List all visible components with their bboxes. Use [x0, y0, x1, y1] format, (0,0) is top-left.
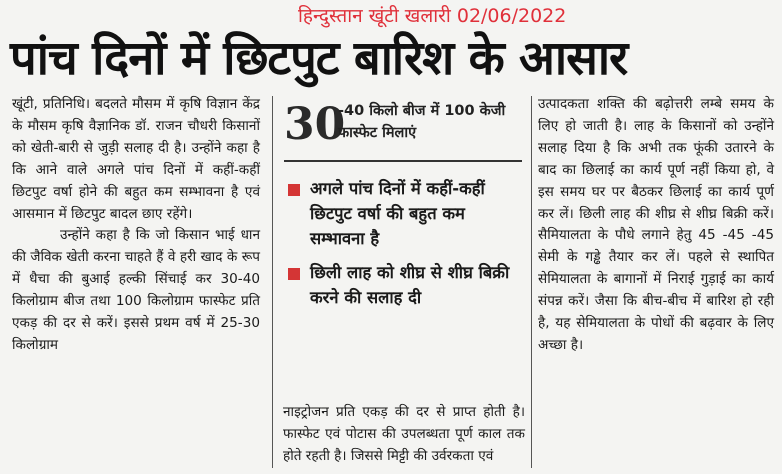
highlight-number: 30: [284, 99, 346, 150]
bullet-square-icon: [288, 184, 300, 196]
headline: पांच दिनों में छिटपुट बारिश के आसार: [10, 31, 628, 86]
bullet-text: अगले पांच दिनों में कहीं-कहीं छिटपुट वर्षा की बहुत कम सम्भावना है: [310, 179, 485, 248]
column-divider-1: [272, 96, 273, 468]
highlight-divider: [284, 160, 522, 162]
bullet-square-icon: [288, 268, 300, 280]
date-stamp: हिन्दुस्तान खूंटी खलारी 02/06/2022: [298, 5, 567, 27]
bullet-text: छिली लाह को शीघ्र से शीघ्र बिक्री करने की सलाह दी: [310, 263, 510, 307]
highlight-number-text: -40 किलो बीज में 100 केजी फास्फेट मिलाएं: [338, 103, 506, 141]
paragraph-2: उन्होंने कहा है कि जो किसान भाई धान की जैविक खेती करना चाहते हैं वे हरी खाद के रूप में धैचा की बुआई हल्की सिंचाई कर 30-40 किलोग्राम बीज तथा 100 किलोग्राम फास्फेट प्रति एकड़ की दर से करें। इससे प्रथम वर्ष में 25-30 किलोग्राम: [12, 227, 260, 353]
article-column-3: उत्पादकता शक्ति की बढ़ोत्तरी लम्बे समय के लिए हो जाती है। लाह के किसानों को उन्होंने सलाह दिया है कि अभी तक फूंकी उतारने के बाद का छिलाई का कार्य पूर्ण नहीं किया हो, वे इस समय घर पर बैठकर छिलाई का कार्य पूर्ण कर लें। छिली लाह की शीघ्र से शीघ्र बिक्री करें। सैमियालता के पौधे लगाने हेतु 45 -45 -45 सेमी के गड्ढे तैयार कर लें। पहले से स्थापित सेमियालता के बागानों में निराई गुड़ाई का कार्य संपन्न करें। जैसा कि बीच-बीच में बारिश हो रही है, यह सेमियालता के पोधों की बढ़वार के लिए अच्छा है।: [538, 96, 774, 353]
paragraph-1: खूंटी, प्रतिनिधि। बदलते मौसम में कृषि विज्ञान केंद्र के मौसम कृषि वैज्ञानिक डॉ. राजन चौधरी किसानों को खेती-बारी से जुड़ी सलाह दी है। उन्होंने कहा है कि आने वाले अगले पांच दिनों में कहीं-कहीं छिटपुट वर्षा होने की बहुत कम सम्भावना है एवं आसमान में छिटपुट बादल छाए रहेंगे।: [12, 96, 260, 222]
column-divider-2: [531, 96, 532, 468]
article-column-2: नाइट्रोजन प्रति एकड़ की दर से प्राप्त होती है। फास्फेट एवं पोटास की उपलब्धता पूर्ण काल तक होते रहती है। जिससे मिट्टी की उर्वरकता एवं: [283, 404, 525, 464]
highlight-box: [280, 96, 526, 392]
article-column-1: [12, 94, 260, 357]
